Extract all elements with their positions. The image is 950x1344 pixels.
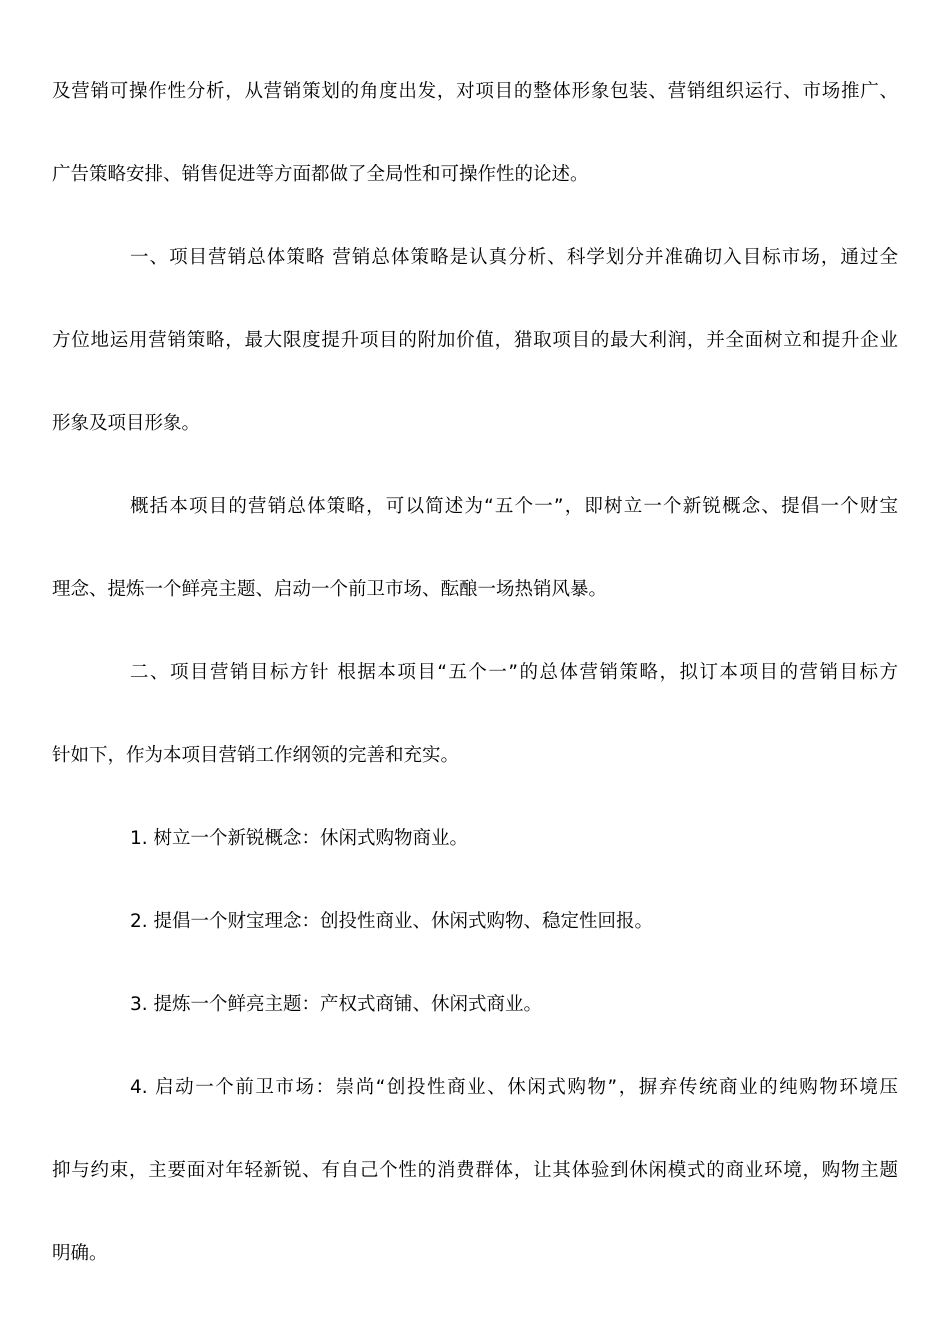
list-item-1: 1. 树立一个新锐概念：休闲式购物商业。	[130, 828, 469, 849]
list-item-4-line-2: 抑与约束，主要面对年轻新锐、有自己个性的消费群体，让其体验到休闲模式的商业环境，购物主题	[52, 1160, 898, 1181]
document-page	[52, 50, 898, 1295]
paragraph-3-line-2: 理念、提炼一个鲜亮主题、启动一个前卫市场、酝酿一场热销风暴。	[52, 579, 608, 600]
paragraph-4-line-1: 二、项目营销目标方针 根据本项目“五个一”的总体营销策略，拟订本项目的营销目标方	[130, 662, 898, 683]
paragraph-4-line-2: 针如下，作为本项目营销工作纲领的完善和充实。	[52, 745, 460, 766]
paragraph-2-line-1: 一、项目营销总体策略 营销总体策略是认真分析、科学划分并准确切入目标市场，通过全	[130, 247, 898, 268]
list-item-3: 3. 提炼一个鲜亮主题：产权式商铺、休闲式商业。	[130, 994, 543, 1015]
paragraph-3-line-1: 概括本项目的营销总体策略，可以简述为“五个一”，即树立一个新锐概念、提倡一个财宝	[130, 496, 898, 517]
list-item-4-line-1: 4. 启动一个前卫市场：崇尚“创投性商业、休闲式购物”，摒弃传统商业的纯购物环境压	[130, 1077, 898, 1098]
list-item-4-line-3: 明确。	[52, 1243, 108, 1264]
list-item-2: 2. 提倡一个财宝理念：创投性商业、休闲式购物、稳定性回报。	[130, 911, 654, 932]
paragraph-2-line-2: 方位地运用营销策略，最大限度提升项目的附加价值，猎取项目的最大利润，并全面树立和提升企业	[52, 330, 898, 351]
paragraph-1-line-1: 及营销可操作性分析，从营销策划的角度出发，对项目的整体形象包装、营销组织运行、市场推广、	[52, 81, 898, 102]
paragraph-1-line-2: 广告策略安排、销售促进等方面都做了全局性和可操作性的论述。	[52, 164, 589, 185]
paragraph-2-line-3: 形象及项目形象。	[52, 413, 201, 434]
